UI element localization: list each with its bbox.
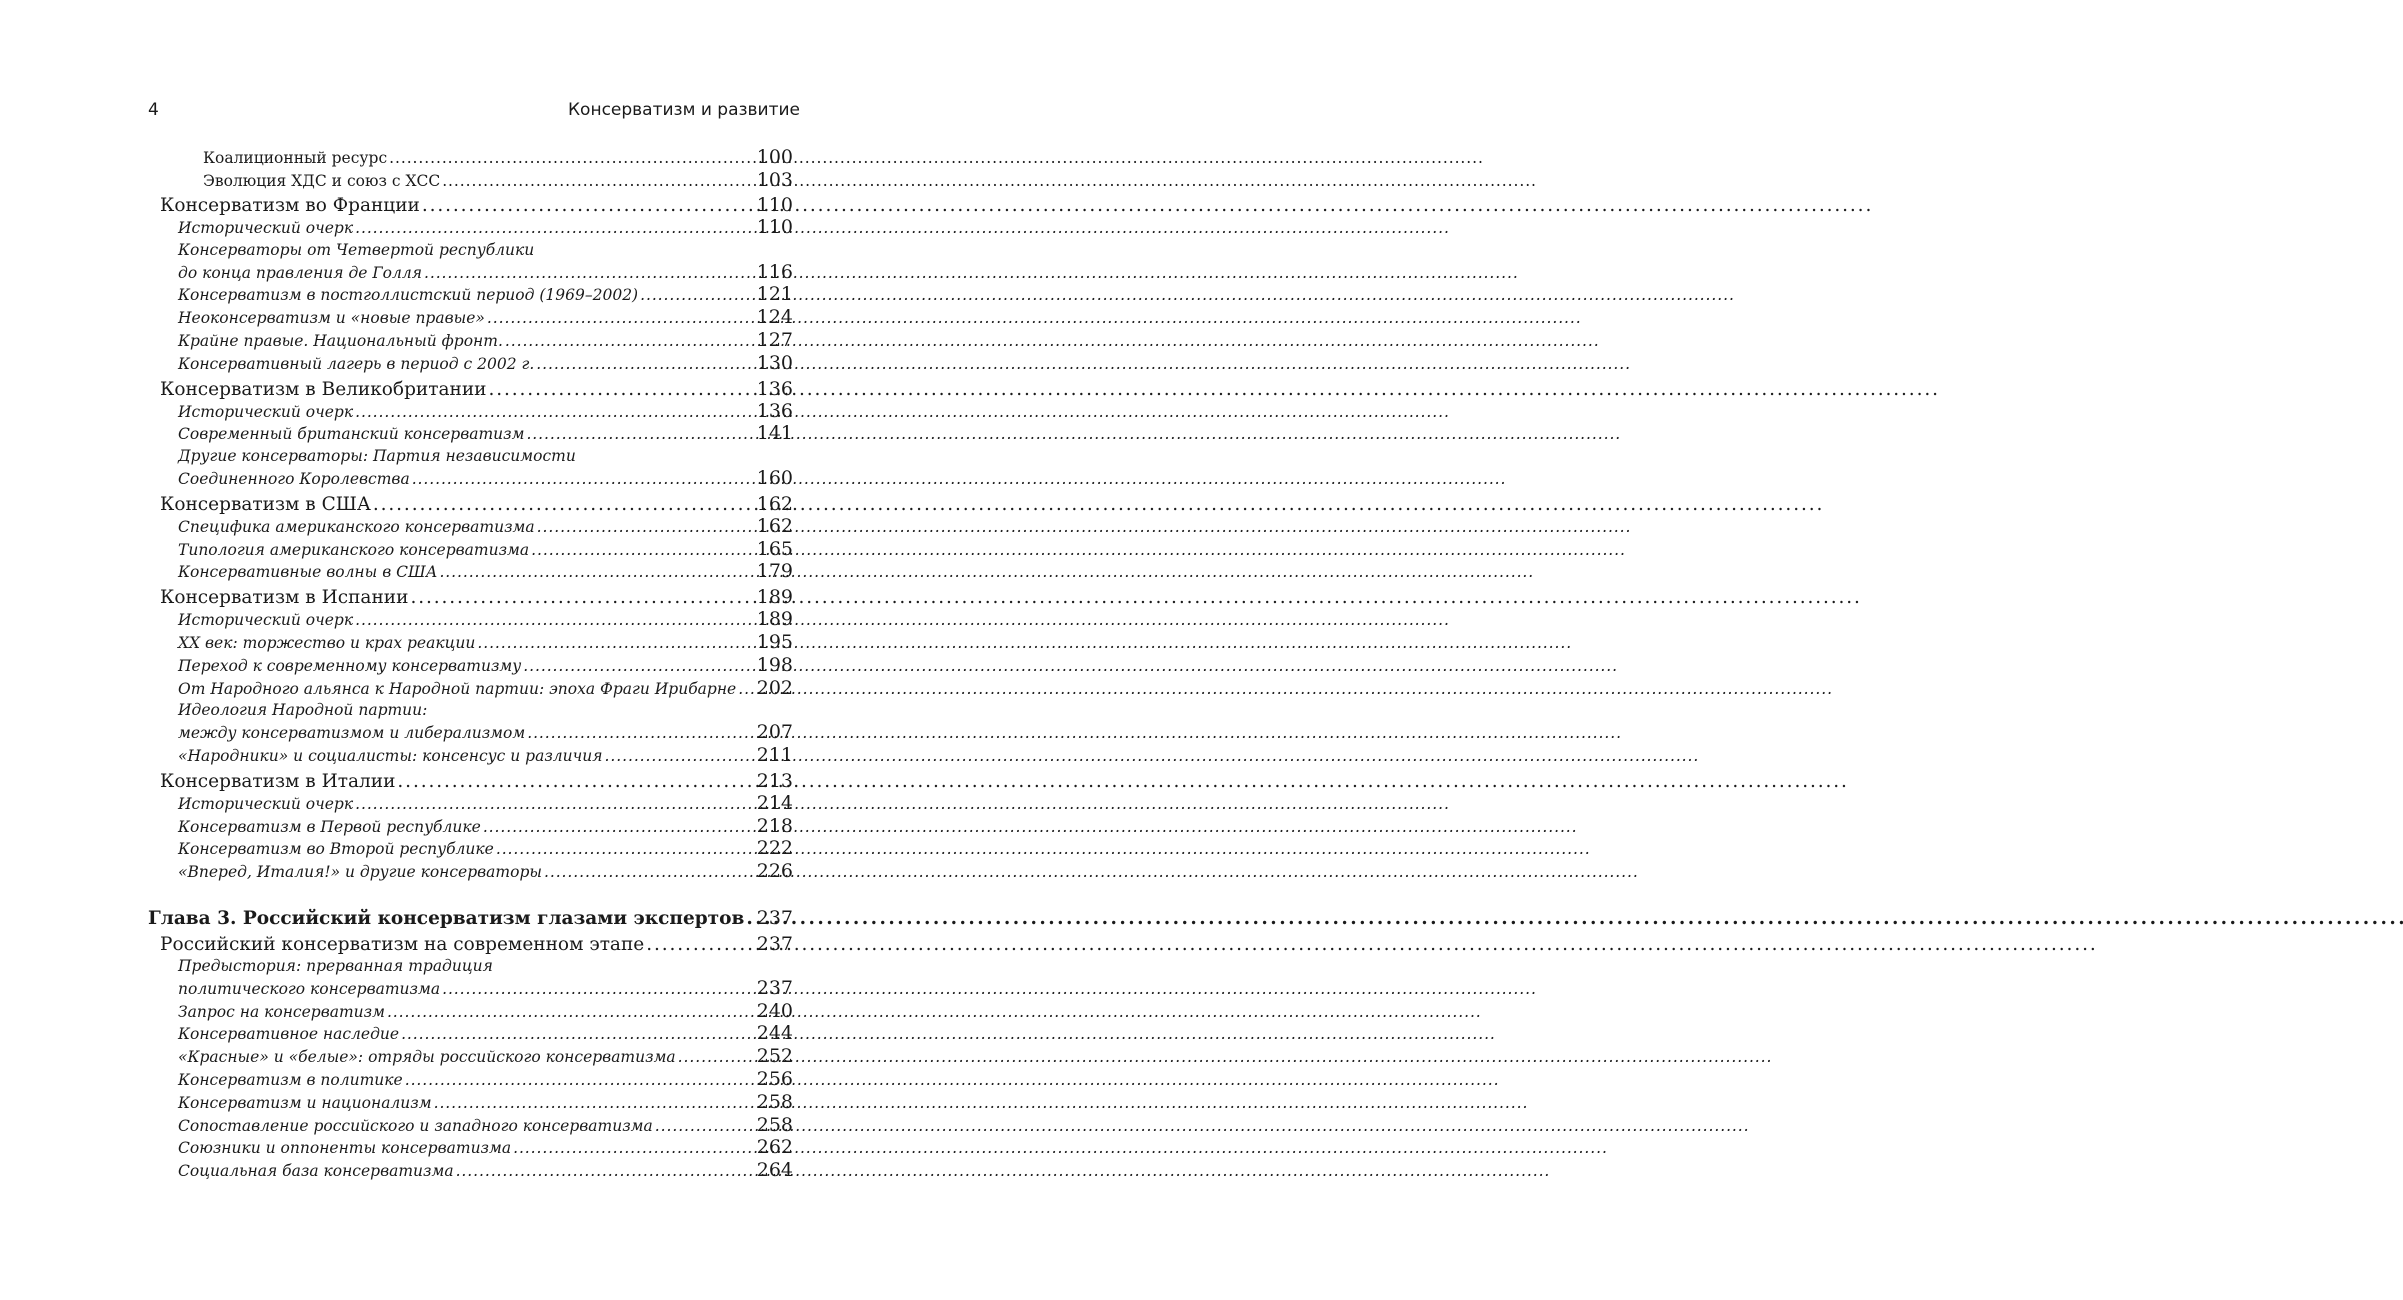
toc-entry-page-number: 264 — [756, 1159, 793, 1182]
dot-leader — [439, 562, 754, 584]
dot-leader — [477, 633, 754, 655]
toc-entry-item — [148, 793, 793, 816]
toc-entry-title: Исторический очерк — [178, 611, 354, 630]
dot-leader — [389, 147, 755, 169]
toc-entry-item — [148, 745, 793, 768]
toc-entry-title: Типология американского консерватизма — [178, 540, 530, 559]
dot-leader — [526, 424, 754, 446]
toc-entry-page-number: 136 — [756, 377, 793, 400]
toc-entry-title: «Народники» и социалисты: консенсус и различия — [178, 746, 603, 765]
toc-entry-item — [148, 655, 793, 678]
toc-entry-row — [178, 330, 793, 353]
toc-entry-row — [178, 655, 793, 678]
toc-entry-title: Соединенного Королевства — [178, 469, 410, 488]
toc-entry-row — [148, 906, 793, 931]
toc-entry-title: Глава 3. Российский консерватизм глазами экспертов — [148, 907, 745, 929]
toc-entry-title: Эволюция ХДС и союз с ХСС — [203, 172, 441, 190]
toc-entry-page-number: 116 — [756, 260, 793, 283]
toc-entry-item — [148, 838, 793, 861]
dot-leader — [523, 656, 754, 678]
toc-entry-page-number: 195 — [756, 630, 793, 653]
toc-entry-section — [148, 378, 793, 401]
toc-entry-page-number: 100 — [756, 146, 793, 168]
toc-entry-page-number: 211 — [756, 743, 793, 766]
toc-entry-item — [148, 307, 793, 330]
toc-entry-title-lead: Другие консерваторы: Партия независимости — [178, 447, 576, 466]
toc-entry-section — [148, 770, 793, 793]
dot-leader — [442, 979, 755, 1001]
toc-entry-page-number: 222 — [756, 837, 793, 860]
dot-leader — [442, 170, 755, 192]
toc-entry-title: Консерватизм в Первой республике — [178, 817, 481, 836]
dot-leader — [387, 1002, 755, 1024]
toc-entry-page-number: 202 — [756, 676, 793, 699]
toc-entry-page-number: 110 — [756, 194, 793, 216]
dot-leader — [355, 218, 755, 240]
toc-entry-page-number: 179 — [756, 560, 793, 583]
toc-entry-row — [160, 493, 793, 516]
toc-entry-title: между консерватизмом и либерализмом — [178, 724, 526, 743]
toc-entry-page-number: 207 — [756, 721, 793, 744]
dot-leader — [678, 1047, 755, 1069]
dot-leader — [483, 817, 755, 839]
toc-entry-page-number: 124 — [756, 306, 793, 329]
toc-entry-item — [148, 423, 793, 446]
toc-entry-page-number: 262 — [756, 1136, 793, 1159]
toc-entry-item — [148, 516, 793, 539]
toc-entry-row — [178, 861, 793, 884]
toc-entry-page-number: 237 — [756, 906, 793, 929]
toc-entry-page-number: 110 — [756, 216, 793, 238]
toc-entry-item — [148, 956, 793, 1001]
toc-entry-item — [148, 700, 793, 745]
toc-entry-row — [178, 561, 793, 584]
toc-entry-row — [178, 1069, 793, 1092]
toc-entry-title: Исторический очерк — [178, 402, 354, 421]
dot-leader — [405, 1070, 755, 1092]
toc-entry-title: Запрос на консерватизм — [178, 1002, 385, 1021]
toc-entry-row — [160, 770, 793, 793]
toc-entry-row — [203, 146, 793, 169]
dot-leader — [355, 610, 755, 632]
toc-entry-item — [148, 678, 793, 701]
toc-entry-page-number: 130 — [756, 351, 793, 374]
dot-leader — [738, 679, 755, 701]
toc-entry-page-number: 127 — [756, 328, 793, 351]
dot-leader — [489, 378, 755, 401]
toc-entry-item — [148, 539, 793, 562]
toc-entry-page-number: 160 — [756, 466, 793, 489]
toc-entry-row — [203, 169, 793, 192]
toc-entry-title: Консерватизм в Великобритании — [160, 378, 487, 400]
toc-entry-row — [178, 516, 793, 539]
toc-entry-page-number: 226 — [756, 860, 793, 883]
toc-entry-item — [148, 1160, 793, 1183]
dot-leader — [373, 493, 755, 516]
toc-entry-row — [178, 1046, 793, 1069]
toc-entry-title: до конца правления де Голля — [178, 263, 422, 282]
toc-entry-item — [148, 816, 793, 839]
toc-entry-title: Союзники и оппоненты консерватизма — [178, 1139, 512, 1158]
toc-entry-row — [178, 1092, 793, 1115]
toc-entry-row — [178, 307, 793, 330]
toc-entry-page-number: 218 — [756, 814, 793, 837]
toc-entry-title: Переход к современному консерватизму — [178, 656, 522, 675]
toc-entry-row — [178, 262, 793, 285]
toc-entry-title: Коалиционный ресурс — [203, 149, 388, 167]
dot-leader — [640, 285, 755, 307]
dot-leader — [537, 517, 755, 539]
running-title: Консерватизм и развитие — [567, 100, 800, 120]
toc-entry-row — [178, 1137, 793, 1160]
toc-entry-row — [178, 978, 793, 1001]
dot-leader — [456, 1161, 755, 1183]
toc-entry-title: Консерватизм во Второй республике — [178, 840, 494, 859]
toc-entry-title: Консерватизм в политике — [178, 1070, 403, 1089]
toc-entry-title: Консерватизм в Испании — [160, 587, 409, 609]
toc-entry-title: Неоконсерватизм и «новые правые» — [178, 309, 485, 328]
dot-leader — [531, 540, 755, 562]
toc-entry-row — [178, 468, 793, 491]
toc-entry-page-number: 136 — [756, 399, 793, 422]
toc-entry-page-number: 141 — [756, 422, 793, 445]
dot-leader — [410, 586, 754, 609]
dot-leader — [496, 839, 755, 861]
toc-entry-page-number: 214 — [756, 791, 793, 814]
toc-entry-row — [178, 353, 793, 376]
toc-entry-row — [178, 816, 793, 839]
toc-entry-page-number: 213 — [756, 769, 793, 792]
toc-entry-title: Современный британский консерватизм — [178, 425, 525, 444]
toc-entry-item — [148, 1069, 793, 1092]
toc-entry-row — [178, 423, 793, 446]
toc-entry-title-lead: Предыстория: прерванная традиция — [178, 956, 493, 975]
dot-leader — [434, 1093, 755, 1115]
toc-entry-row — [178, 722, 793, 745]
toc-entry-item — [148, 330, 793, 353]
toc-entry-item — [148, 1137, 793, 1160]
toc-entry-item — [148, 561, 793, 584]
toc-entry-row — [160, 194, 793, 217]
toc-entry-title: Исторический очерк — [178, 794, 354, 813]
toc-entry-row — [178, 1023, 793, 1046]
dot-leader — [355, 794, 755, 816]
toc-entry-title: Российский консерватизм на современном этапе — [160, 933, 645, 955]
dot-leader — [605, 746, 755, 768]
dot-leader — [527, 723, 755, 745]
toc-entry-item — [148, 1115, 793, 1138]
toc-entry-item — [148, 240, 793, 285]
toc-entry-row — [178, 1115, 793, 1138]
toc-entry-page-number: 237 — [756, 932, 793, 955]
toc-entry-row — [178, 678, 793, 701]
toc-entry-title: Консервативное наследие — [178, 1025, 400, 1044]
toc-entry-page-number: 162 — [756, 514, 793, 537]
toc-entry-item — [148, 401, 793, 424]
toc-entry-page-number: 162 — [756, 492, 793, 515]
toc-entry-item — [148, 609, 793, 632]
dot-leader — [422, 194, 755, 217]
toc-entry-row — [160, 378, 793, 401]
toc-entry-page-number: 189 — [756, 608, 793, 631]
dot-leader — [536, 354, 754, 376]
dot-leader — [355, 402, 755, 424]
toc-entry-row — [178, 217, 793, 240]
toc-entry-page-number: 244 — [756, 1022, 793, 1045]
toc-entry-item — [148, 284, 793, 307]
toc-entry-title: Консерватизм и национализм — [178, 1093, 432, 1112]
toc-entry-title-lead: Идеология Народной партии: — [178, 701, 428, 720]
toc-entry-item — [148, 1001, 793, 1024]
toc-entry-row — [178, 1160, 793, 1183]
toc-entry-page-number: 198 — [756, 653, 793, 676]
toc-entry-page-number: 256 — [756, 1067, 793, 1090]
toc-entry-title: Консервативные волны в США — [178, 563, 438, 582]
toc-entry-page-number: 189 — [756, 586, 793, 609]
toc-entry-row — [178, 539, 793, 562]
toc-entry-sub — [148, 169, 793, 192]
toc-entry-page-number: 165 — [756, 537, 793, 560]
dot-leader — [397, 770, 754, 793]
dot-leader — [513, 1138, 755, 1160]
toc-entry-row — [160, 933, 793, 956]
toc-entry-section — [148, 586, 793, 609]
page-number: 4 — [148, 100, 159, 120]
toc-entry-sub — [148, 146, 793, 169]
toc-entry-page-number: 103 — [756, 169, 793, 191]
toc-entry-title: Социальная база консерватизма — [178, 1162, 454, 1181]
toc-entry-row — [178, 745, 793, 768]
toc-entry-page-number: 252 — [756, 1045, 793, 1068]
toc-entry-page-number: 258 — [756, 1113, 793, 1136]
toc-entry-row — [178, 838, 793, 861]
toc-entry-title: Консерватизм в США — [160, 493, 371, 515]
toc-entry-title: «Вперед, Италия!» и другие консерваторы — [178, 863, 542, 882]
toc-entry-row — [178, 609, 793, 632]
toc-entry-title: Консерватизм в Италии — [160, 770, 396, 792]
toc-entry-row — [178, 793, 793, 816]
toc-entry-item — [148, 446, 793, 491]
table-of-contents — [148, 146, 793, 1183]
dot-leader — [424, 263, 755, 285]
toc-entry-item — [148, 632, 793, 655]
dot-leader — [487, 308, 755, 330]
toc-entry-page-number: 237 — [756, 976, 793, 999]
toc-entry-title: Исторический очерк — [178, 219, 354, 237]
toc-entry-section — [148, 194, 793, 217]
dot-leader — [544, 862, 755, 884]
toc-entry-item — [148, 1023, 793, 1046]
toc-entry-page-number: 258 — [756, 1090, 793, 1113]
toc-entry-chapter — [148, 906, 793, 931]
toc-entry-row — [160, 586, 793, 609]
toc-entry-item — [148, 1046, 793, 1069]
toc-entry-row — [178, 401, 793, 424]
toc-entry-title: Сопоставление российского и западного консерватизма — [178, 1116, 653, 1135]
dot-leader — [505, 331, 755, 353]
dot-leader — [646, 933, 754, 956]
toc-entry-title: Консерватизм во Франции — [160, 195, 420, 216]
toc-entry-title: политического консерватизма — [178, 979, 441, 998]
toc-entry-section — [148, 493, 793, 516]
toc-entry-title: ХХ век: торжество и крах реакции — [178, 633, 476, 652]
toc-entry-title-lead: Консерваторы от Четвертой республики — [178, 240, 535, 259]
toc-entry-item — [148, 1092, 793, 1115]
toc-entry-row — [178, 1001, 793, 1024]
toc-entry-row — [178, 632, 793, 655]
toc-entry-title: Консервативный лагерь в период с 2002 г. — [178, 354, 535, 373]
toc-entry-section — [148, 933, 793, 956]
toc-entry-title: Крайне правые. Национальный фронт. — [178, 331, 503, 350]
toc-entry-page-number: 240 — [756, 999, 793, 1022]
toc-entry-title: От Народного альянса к Народной партии: эпоха Фраги Ирибарне — [178, 679, 737, 698]
toc-entry-item — [148, 353, 793, 376]
dot-leader — [746, 907, 754, 931]
toc-entry-title: «Красные» и «белые»: отряды российского консерватизма — [178, 1048, 676, 1067]
dot-leader — [401, 1024, 755, 1046]
page-header — [148, 100, 800, 128]
toc-entry-page-number: 121 — [756, 283, 793, 306]
toc-entry-title: Консерватизм в постголлистский период (1969–2002) — [178, 286, 639, 305]
toc-entry-item — [148, 861, 793, 884]
toc-entry-item — [148, 217, 793, 240]
dot-leader — [655, 1116, 755, 1138]
toc-entry-title: Специфика американского консерватизма — [178, 517, 535, 536]
dot-leader — [412, 469, 755, 491]
toc-entry-row — [178, 284, 793, 307]
